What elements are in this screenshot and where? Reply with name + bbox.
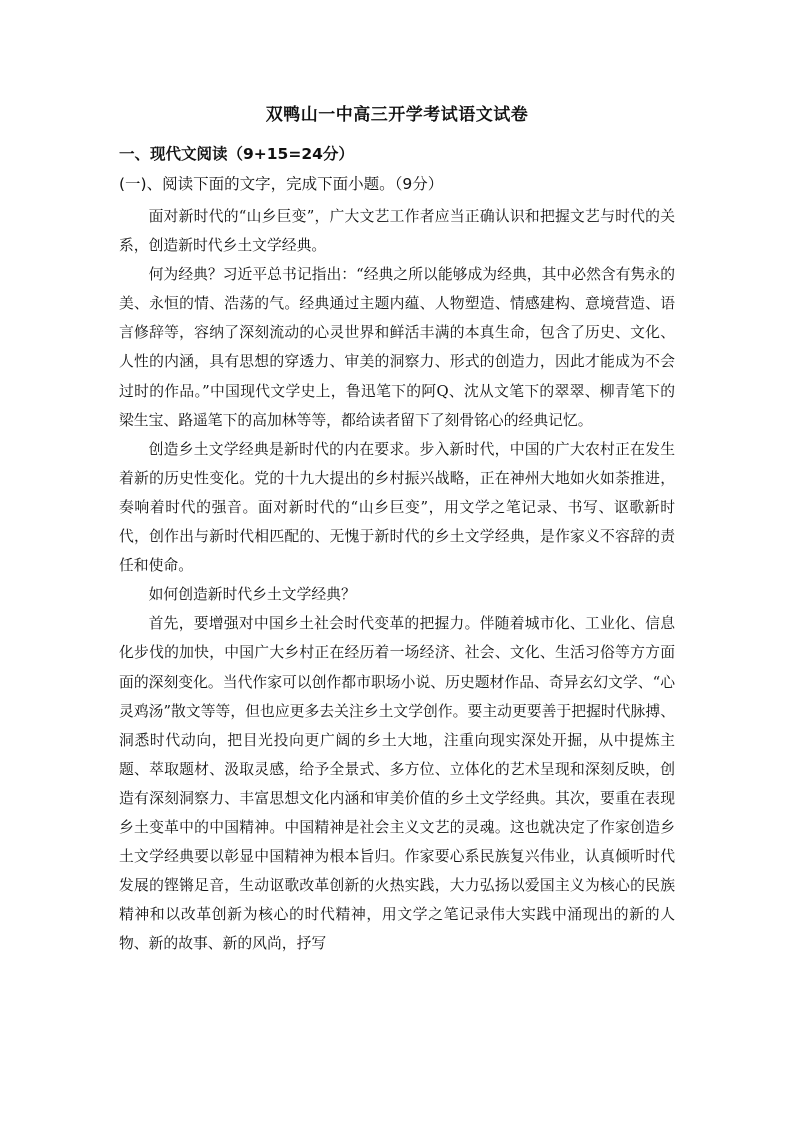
passage-paragraph-2: 何为经典？习近平总书记指出：“经典之所以能够成为经典，其中必然含有隽永的美、永恒的情、浩荡的气。经典通过主题内蕴、人物塑造、情感建构、意境营造、语言修辞等，容纳了深刻流动的心灵世界和鲜活丰满的本真生命，包含了历史、文化、人性的内涵，具有思想的穿透力、审美的洞察力、形式的创造力，因此才能成为不会过时的作品。”中国现代文学史上，鲁迅笔下的阿Q、沈从文笔下的翠翠、柳青笔下的梁生宝、路遥笔下的高加林等等，都给读者留下了刻骨铭心的经典记忆。: [119, 266, 675, 429]
passage-paragraph-3: 创造乡土文学经典是新时代的内在要求。步入新时代，中国的广大农村正在发生着新的历史性变化。党的十九大提出的乡村振兴战略，正在神州大地如火如荼推进，奏响着时代的强音。面对新时代的“山乡巨变”，用文学之笔记录、书写、讴歌新时代，创作出与新时代相匹配的、无愧于新时代的乡土文学经典，是作家义不容辞的责任和使命。: [119, 440, 675, 575]
passage-paragraph-4: 如何创造新时代乡土文学经典？: [148, 586, 356, 604]
section-heading: 一、现代文阅读（9+15=24分）: [119, 145, 354, 163]
reading-passage: [119, 202, 675, 958]
exam-title: 双鸭山一中高三开学考试语文试卷: [265, 105, 529, 125]
sub-section-heading: (一)、阅读下面的文字，完成下面小题。（9分）: [119, 175, 444, 193]
passage-paragraph-1: 面对新时代的“山乡巨变”，广大文艺工作者应当正确认识和把握文艺与时代的关系，创造新时代乡土文学经典。: [119, 208, 675, 255]
passage-paragraph-5: 首先，要增强对中国乡土社会时代变革的把握力。伴随着城市化、工业化、信息化步伐的加快，中国广大乡村正在经历着一场经济、社会、文化、生活习俗等方方面面的深刻变化。当代作家可以创作都市职场小说、历史题材作品、奇异玄幻文学、“心灵鸡汤”散文等等，但也应更多去关注乡土文学创作。要主动更要善于把握时代脉搏、洞悉时代动向，把目光投向更广阔的乡土大地，注重向现实深处开掘，从中提炼主题、萃取题材、汲取灵感，给予全景式、多方位、立体化的艺术呈现和深刻反映，创造有深刻洞察力、丰富思想文化内涵和审美价值的乡土文学经典。其次，要重在表现乡土变革中的中国精神。中国精神是社会主义文艺的灵魂。这也就决定了作家创造乡土文学经典要以彰显中国精神为根本旨归。作家要心系民族复兴伟业，认真倾听时代发展的铿锵足音，生动讴歌改革创新的火热实践，大力弘扬以爱国主义为核心的民族精神和以改革创新为核心的时代精神，用文学之笔记录伟大实践中涌现出的新的人物、新的故事、新的风尚，抒写: [119, 615, 675, 953]
